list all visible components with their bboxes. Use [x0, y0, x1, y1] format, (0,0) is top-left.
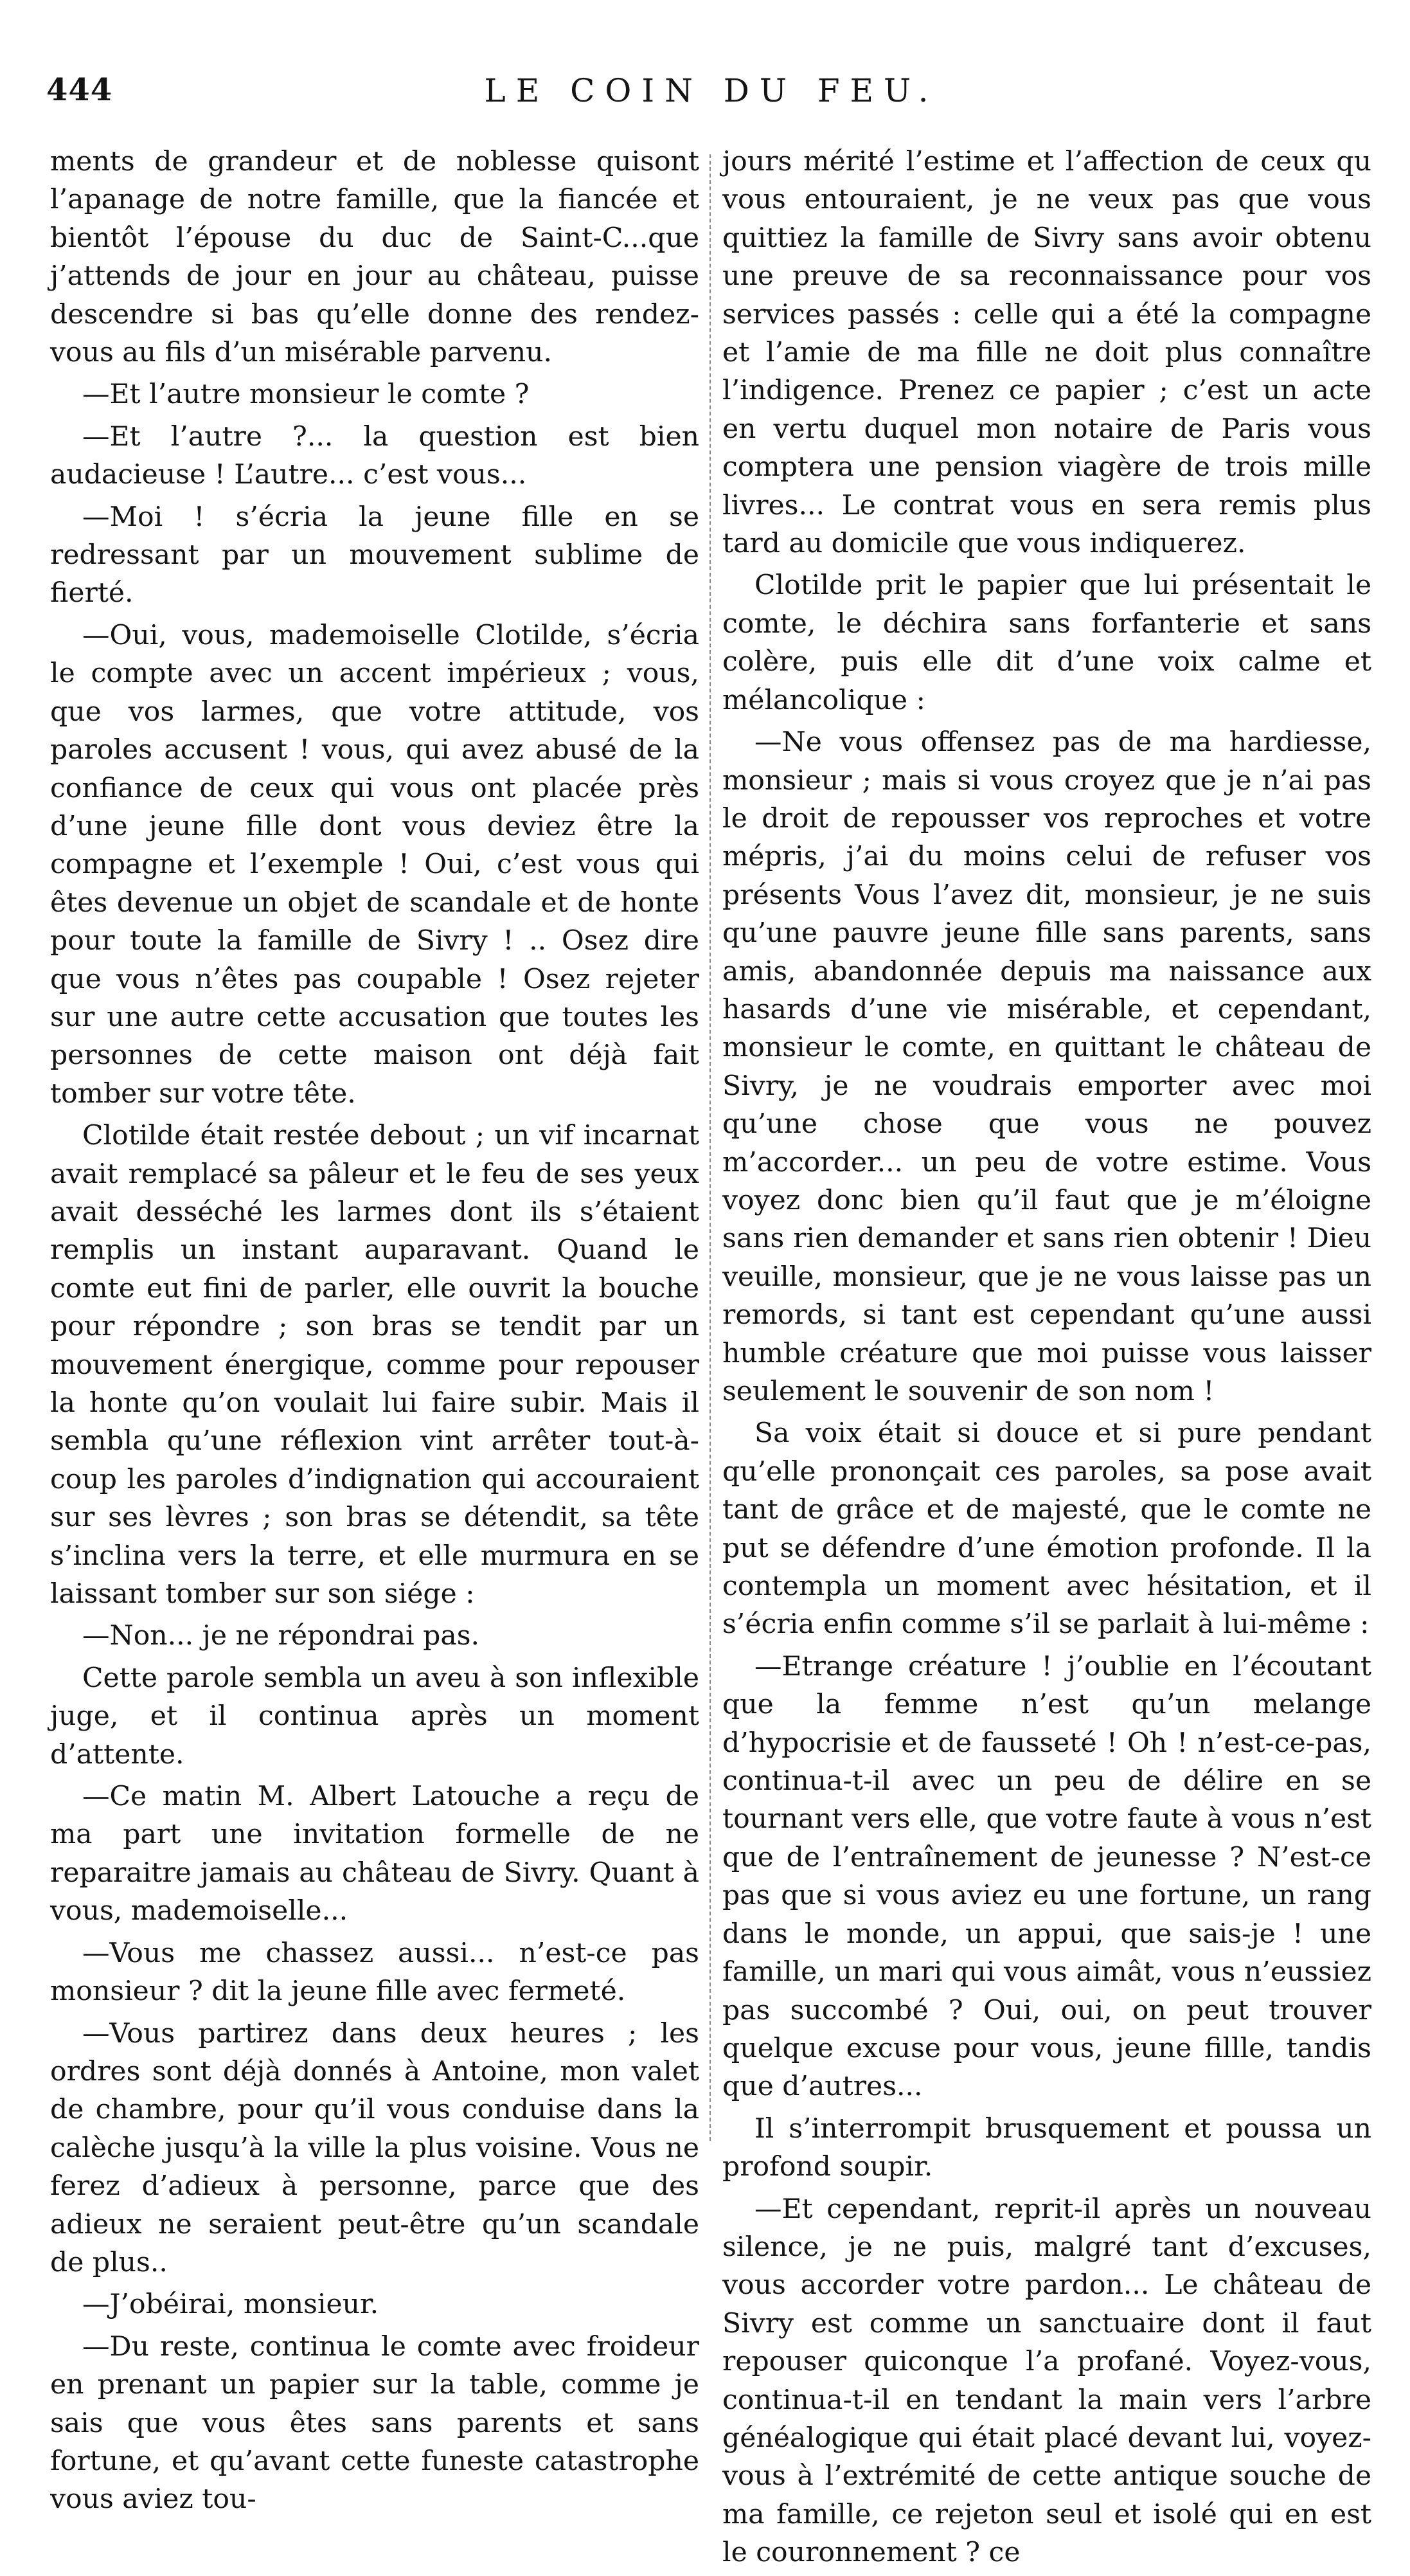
- paragraph: —Ce matin M. Albert Latouche a reçu de ma part une invitation formelle de ne reparaitre jamais au château de Sivry. Quant à vous, mademoiselle...: [50, 1781, 699, 1927]
- paragraph: —Et l’autre ?... la question est bien audacieuse ! L’autre... c’est vous...: [50, 420, 699, 491]
- paragraph: Cette parole sembla un aveu à son inflexible juge, et il continua après un moment d’attente.: [50, 1662, 699, 1770]
- paragraph: ments de grandeur et de noblesse quisont l’apanage de notre famille, que la fiancée et bientôt l’épouse du duc de Saint-C...que j’attends de jour en jour au château, puisse descendre si bas qu’elle donne des rendez-vous au fils d’un misérable parvenu.: [50, 146, 699, 369]
- paragraph: Clotilde prit le papier que lui présentait le comte, le déchira sans forfanterie et sans colère, puis elle dit d’une voix calme et mélancolique :: [722, 570, 1371, 716]
- paragraph: Il s’interrompit brusquement et poussa un profond soupir.: [722, 2112, 1371, 2183]
- paragraph: —Et l’autre monsieur le comte ?: [82, 379, 530, 411]
- paragraph: —Non... je ne répondrai pas.: [82, 1620, 480, 1652]
- left-column: [50, 143, 699, 2523]
- paragraph: —Moi ! s’écria la jeune fille en se redressant par un mouvement sublime de fierté.: [50, 501, 699, 609]
- paragraph: —Vous partirez dans deux heures ; les ordres sont déjà donnés à Antoine, mon valet de chambre, pour qu’il vous conduise dans la calèche jusqu’à la ville la plus voisine. Vous ne ferez d’adieux à personne, parce que des adieux ne seraient peut-être qu’un scandale de plus..: [50, 2017, 699, 2278]
- paragraph: —Vous me chassez aussi... n’est-ce pas monsieur ? dit la jeune fille avec fermeté.: [50, 1937, 699, 2008]
- column-divider: [709, 154, 711, 2141]
- paragraph: jours mérité l’estime et l’affection de ceux qu vous entouraient, je ne veux pas que vous quittiez la famille de Sivry sans avoir obtenu une preuve de sa reconnaissance pour vos services passés : celle qui a été la compagne et l’amie de ma fille ne doit plus connaître l’indigence. Prenez ce papier ; c’est un acte en vertu duquel mon notaire de Paris vous comptera une pension viagère de trois mille livres... Le contrat vous en sera remis plus tard au domicile que vous indiquerez.: [722, 146, 1371, 560]
- paragraph: —Et cependant, reprit-il après un nouveau silence, je ne puis, malgré tant d’excuses, vous accorder votre pardon... Le château de Sivry est comme un sanctuaire dont il faut repouser quiconque l’a profané. Voyez-vous, continua-t-il en tendant la main vers l’arbre généalogique qui était placé devant lui, voyez-vous à l’extrémité de cette antique souche de ma famille, ce rejeton seul et isolé qui en est le couronnement ? ce: [722, 2193, 1371, 2569]
- paragraph: —Du reste, continua le comte avec froideur en prenant un papier sur la table, comme je sais que vous êtes sans parents et sans fortune, et qu’avant cette funeste catastrophe vous aviez tou-: [50, 2330, 699, 2516]
- paragraph: —Ne vous offensez pas de ma hardiesse, monsieur ; mais si vous croyez que je n’ai pas le droit de repousser vos reproches et votre mépris, j’ai du moins celui de refuser vos présents Vous l’avez dit, monsieur, je ne suis qu’une pauvre jeune fille sans parents, sans amis, abandonnée depuis ma naissance aux hasards d’une vie misérable, et cependant, monsieur le comte, en quittant le château de Sivry, je ne voudrais emporter avec moi qu’une chose que vous ne pouvez m’accorder... un peu de votre estime. Vous voyez donc bien qu’il faut que je m’éloigne sans rien demander et sans rien obtenir ! Dieu veuille, monsieur, que je ne vous laisse pas un remords, si tant est cependant qu’une aussi humble créature que moi puisse vous laisser seulement le souvenir de son nom !: [722, 726, 1371, 1407]
- running-title: LE COIN DU FEU.: [484, 72, 939, 109]
- page-number: 444: [46, 72, 113, 108]
- page-header: [46, 72, 1377, 117]
- paragraph: —Etrange créature ! j’oublie en l’écoutant que la femme n’est qu’un melange d’hypocrisie et de fausseté ! Oh ! n’est-ce-pas, continua-t-il avec un peu de délire en se tournant vers elle, que votre faute à vous n’est que de l’entraînement de jeunesse ? N’est-ce pas que si vous aviez eu une fortune, un rang dans le monde, un appui, que sais-je ! une famille, un mari qui vous aimât, vous n’eussiez pas succombé ? Oui, oui, on peut trouver quelque excuse pour vous, jeune fillle, tandis que d’autres...: [722, 1650, 1371, 2103]
- paragraph: Sa voix était si douce et si pure pendant qu’elle prononçait ces paroles, sa pose avait tant de grâce et de majesté, que le comte ne put se défendre d’une émotion profonde. Il la contempla un moment avec hésitation, et il s’écria enfin comme s’il se parlait à lui-même :: [722, 1418, 1371, 1641]
- right-column: [722, 143, 1371, 2576]
- paragraph: Clotilde était restée debout ; un vif incarnat avait remplacé sa pâleur et le feu de ses yeux avait desséché les larmes dont ils s’étaient remplis un instant auparavant. Quand le comte eut fini de parler, elle ouvrit la bouche pour répondre ; son bras se tendit par un mouvement énergique, comme pour repouser la honte qu’on voulait lui faire subir. Mais il sembla qu’une réflexion vint arrêter tout-à-coup les paroles d’indignation qui accouraient sur ses lèvres ; son bras se détendit, sa tête s’inclina vers la terre, et elle murmura en se laissant tomber sur son siége :: [50, 1120, 699, 1610]
- paragraph: —Oui, vous, mademoiselle Clotilde, s’écria le compte avec un accent impérieux ; vous, que vos larmes, que votre attitude, vos paroles accusent ! vous, qui avez abusé de la confiance de ceux qui vous ont placée près d’une jeune fille dont vous deviez être la compagne et l’exemple ! Oui, c’est vous qui êtes devenue un objet de scandale et de honte pour toute la famille de Sivry ! .. Osez dire que vous n’êtes pas coupable ! Osez rejeter sur une autre cette accusation que toutes les personnes de cette maison ont déjà fait tomber sur votre tête.: [50, 619, 699, 1110]
- paragraph: —J’obéirai, monsieur.: [82, 2289, 379, 2321]
